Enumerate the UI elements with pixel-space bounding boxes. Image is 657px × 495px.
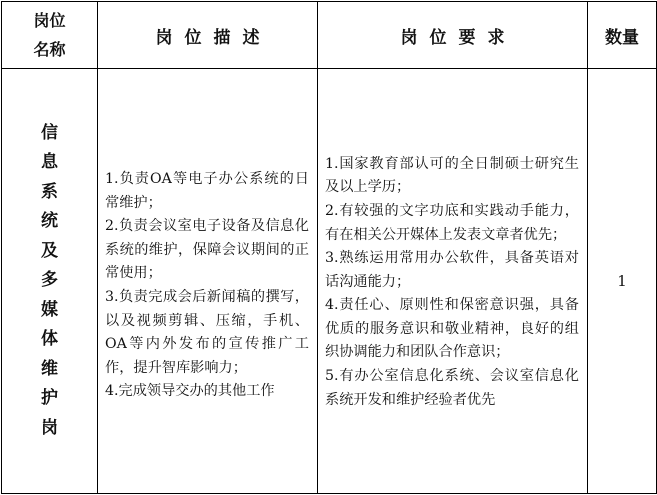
- header-position-name: 岗位名称: [2, 2, 98, 69]
- requirement-item: 1.国家教育部认可的全日制硕士研究生及以上学历；: [325, 155, 579, 196]
- table-row: [2, 69, 657, 494]
- job-table: [1, 1, 657, 494]
- requirement-item: 3.熟练运用常用办公软件，具备英语对话沟通能力；: [325, 250, 579, 290]
- position-name-cell: [2, 69, 98, 494]
- description-item: 3.负责完成会后新闻稿的撰写，以及视频剪辑、压缩，手机、OA等内外发布的宣传推广工作，提升智库影响力；: [105, 289, 309, 376]
- description-item: 4.完成领导交办的其他工作: [105, 383, 275, 400]
- requirement-item: 2.有较强的文字功底和实践动手能力，有在相关公开媒体上发表文章者优先；: [325, 202, 579, 243]
- header-description: 岗位描述: [98, 2, 318, 69]
- table-header-row: [2, 2, 657, 69]
- description-item: 1.负责OA等电子办公系统的日常维护；: [105, 171, 309, 211]
- position-name: 信息系统及多媒体维护岗: [41, 122, 58, 438]
- requirements-cell: [318, 69, 588, 494]
- requirement-item: 4.责任心、原则性和保密意识强，具备优质的服务意识和敬业精神，良好的组织协调能力和团队合作意识；: [325, 297, 579, 361]
- quantity-cell: [588, 69, 657, 494]
- description-item: 2.负责会议室电子设备及信息化系统的维护，保障会议期间的正常使用；: [105, 218, 309, 282]
- description-cell: [98, 69, 318, 494]
- header-quantity: 数量: [588, 2, 657, 69]
- requirement-item: 5.有办公室信息化系统、会议室信息化系统开发和维护经验者优先: [325, 368, 579, 408]
- quantity-value: 1: [617, 272, 627, 290]
- header-requirements: 岗位要求: [318, 2, 588, 69]
